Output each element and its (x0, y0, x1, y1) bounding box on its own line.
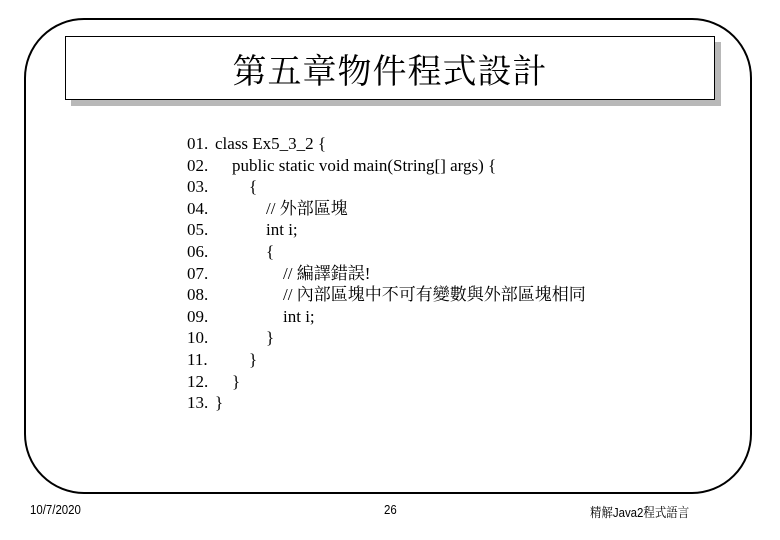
line-number: 08. (187, 285, 209, 305)
code-text: } (215, 371, 241, 391)
code-line (187, 155, 586, 177)
code-line (187, 327, 586, 349)
line-number: 10. (187, 328, 209, 348)
code-line (187, 371, 586, 393)
code-line (187, 306, 586, 328)
line-number: 13. (187, 393, 209, 413)
code-block (187, 133, 586, 414)
code-line (187, 284, 586, 306)
line-number: 09. (187, 306, 209, 326)
code-text: public static void main(String[] args) { (215, 155, 497, 175)
code-line (187, 392, 586, 414)
code-line (187, 241, 586, 263)
line-number: 04. (187, 198, 209, 218)
code-text: // 外部區塊 (215, 198, 348, 218)
footer-date: 10/7/2020 (30, 502, 81, 517)
line-number: 11. (187, 349, 208, 369)
code-line (187, 198, 586, 220)
line-number: 06. (187, 241, 209, 261)
code-text: } (215, 328, 275, 348)
code-text: { (215, 177, 258, 197)
footer-book-title: 精解Java2程式語言 (590, 505, 690, 520)
line-number: 05. (187, 220, 209, 240)
code-text: } (215, 349, 258, 369)
code-line (187, 349, 586, 371)
line-number: 03. (187, 177, 209, 197)
code-text: class Ex5_3_2 { (215, 134, 327, 153)
code-line (187, 219, 586, 241)
code-text: // 內部區塊中不可有變數與外部區塊相同 (215, 285, 586, 305)
line-number: 01. (187, 134, 209, 153)
code-line (187, 133, 586, 155)
code-text: } (215, 393, 224, 413)
line-number: 12. (187, 371, 209, 391)
code-line (187, 176, 586, 198)
line-number: 07. (187, 263, 209, 283)
line-number: 02. (187, 155, 209, 175)
slide-title: 第五章物件程式設計 (232, 51, 548, 92)
code-text: int i; (215, 306, 315, 326)
code-text: int i; (215, 220, 298, 240)
page-number: 26 (384, 502, 397, 517)
code-text: // 編譯錯誤! (215, 263, 371, 283)
code-line (187, 263, 586, 285)
title-box (65, 36, 715, 100)
code-text: { (215, 241, 275, 261)
